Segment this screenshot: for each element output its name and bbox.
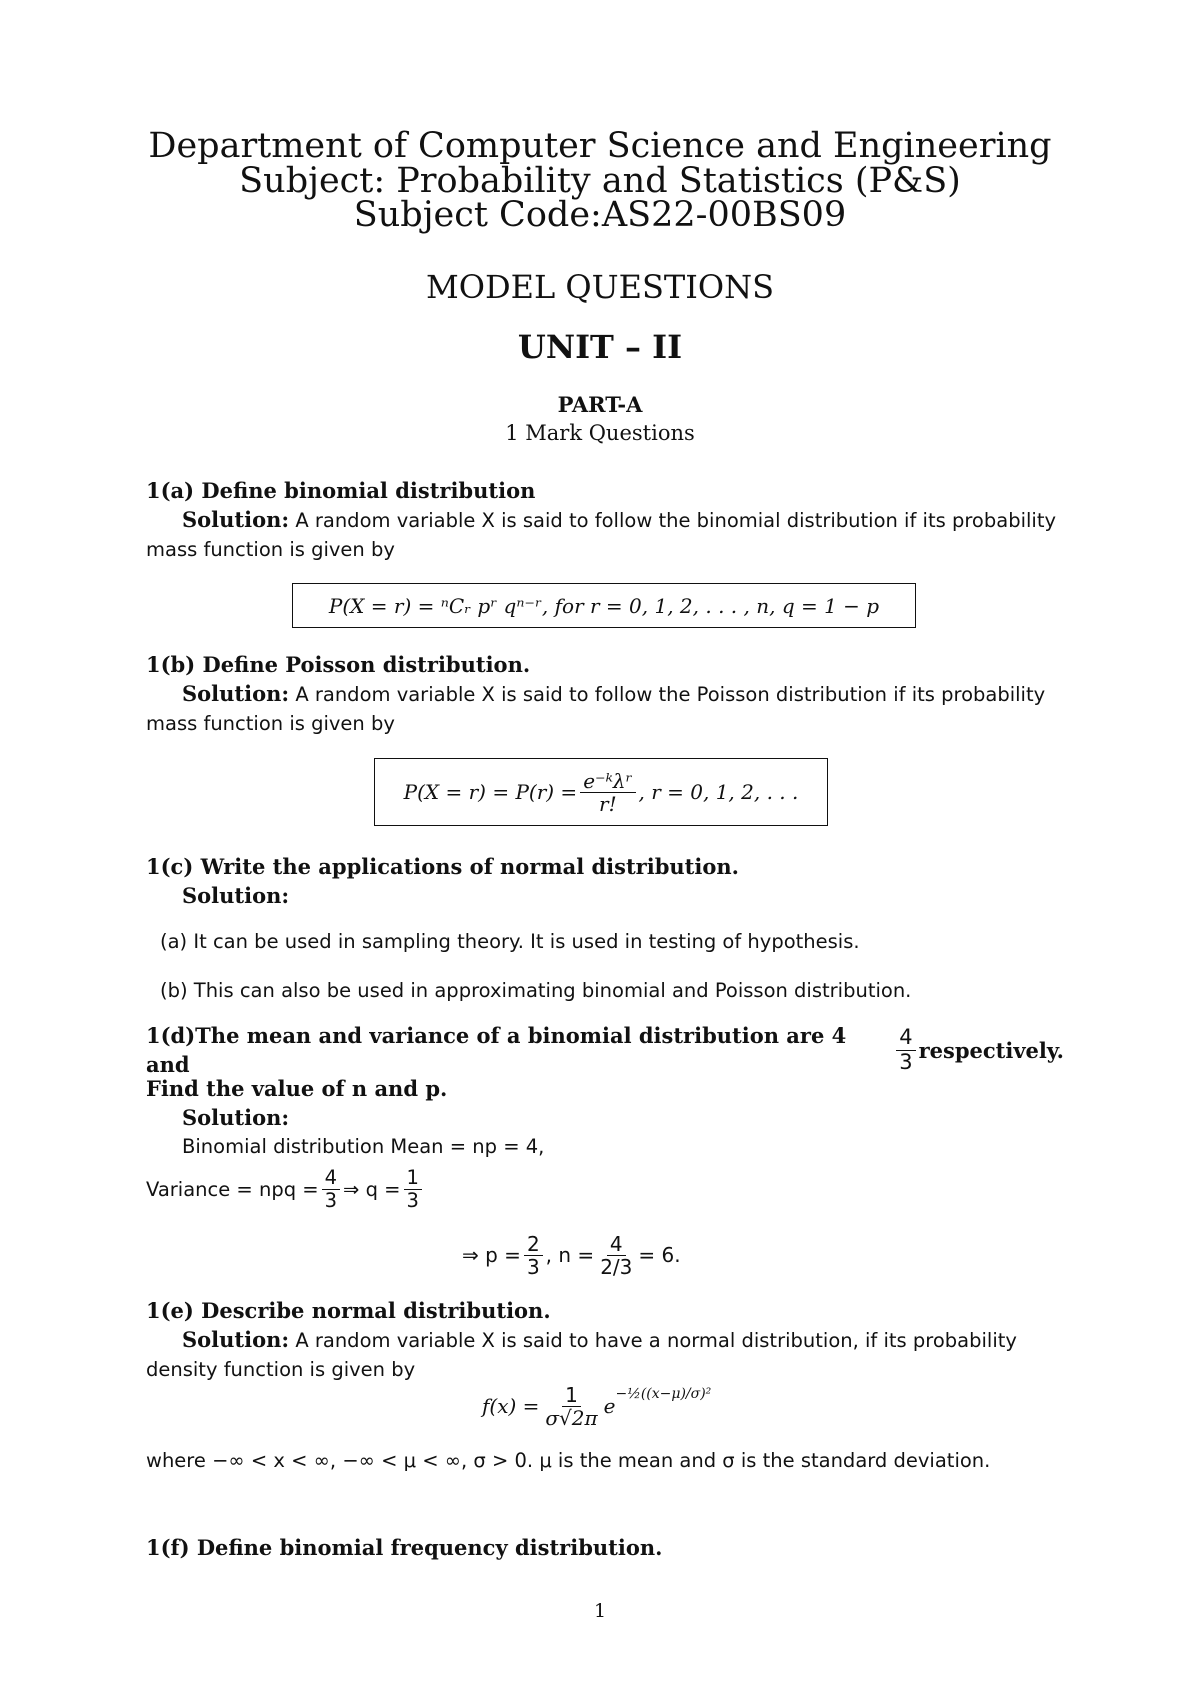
question-1b-solution (146, 679, 1064, 738)
solution-label: Solution: (182, 1105, 290, 1130)
fraction-denominator: 3 (324, 1188, 338, 1212)
question-1d-title (146, 1023, 1064, 1077)
n-fraction (597, 1233, 635, 1278)
q-fraction (404, 1167, 422, 1211)
question-1e-title: 1(e) Describe normal distribution. (146, 1298, 551, 1323)
subject-title: Subject: Probability and Statistics (P&S) (239, 161, 961, 201)
part-heading: PART-A (557, 392, 643, 417)
p-lhs: ⇒ p = (462, 1243, 521, 1267)
fraction-denominator: 3 (406, 1188, 419, 1212)
solution-text: A random variable X is said to follow the binomial distribution if its probability mass function is given by (146, 509, 1057, 561)
question-1c-title: 1(c) Write the applications of normal distribution. (146, 854, 739, 879)
unit-heading: UNIT – II (517, 328, 683, 366)
question-1e (146, 1296, 1064, 1384)
fraction-denominator: 3 (526, 1254, 540, 1279)
p-n-result (462, 1226, 681, 1284)
poisson-lhs: P(X = r) = P(r) = (403, 780, 578, 804)
p-fraction (524, 1233, 543, 1278)
n-rhs: = 6. (638, 1243, 681, 1267)
question-1b (146, 650, 1064, 738)
fraction-numerator: 4 (896, 1026, 915, 1050)
fraction-numerator: 4 (322, 1167, 340, 1189)
poisson-numerator: e⁻ᵏλʳ (580, 770, 635, 793)
department-title: Department of Computer Science and Engineering (148, 126, 1052, 166)
poisson-formula-box (374, 758, 828, 826)
fraction-denominator: 3 (899, 1049, 913, 1074)
question-1b-title: 1(b) Define Poisson distribution. (146, 652, 531, 677)
fraction-denominator: 2/3 (600, 1254, 633, 1279)
application-item-b: (b) This can also be used in approximating binomial and Poisson distribution. (160, 979, 912, 1002)
question-1a (146, 476, 1064, 564)
variance-mid: ⇒ q = (343, 1177, 401, 1201)
n-lhs: , n = (545, 1243, 595, 1267)
solution-text: A random variable X is said to have a normal distribution, if its probability density function is given by (146, 1329, 1017, 1381)
solution-label: Solution: (182, 507, 290, 532)
page-number: 1 (593, 1600, 607, 1622)
pdf-exponent: −½((x−μ)/σ)² (615, 1386, 712, 1402)
fraction-numerator: 1 (562, 1384, 581, 1407)
poisson-rhs: , r = 0, 1, 2, . . . (638, 780, 799, 804)
subject-code: Subject Code:AS22-00BS09 (353, 195, 847, 235)
poisson-fraction (580, 770, 635, 815)
model-questions-heading: MODEL QUESTIONS (425, 268, 775, 306)
fraction-numerator: 1 (404, 1167, 422, 1189)
fraction-denominator: σ√2π (545, 1405, 598, 1430)
fraction-numerator: 2 (524, 1233, 543, 1256)
question-1d (146, 1023, 1064, 1217)
application-item-a: (a) It can be used in sampling theory. It is used in testing of hypothesis. (160, 930, 860, 953)
variance-lhs: Variance = npq = (146, 1177, 319, 1201)
normal-pdf-formula (482, 1376, 711, 1436)
fraction-numerator: 4 (607, 1233, 626, 1256)
solution-label: Solution: (182, 883, 290, 908)
solution-label: Solution: (182, 681, 290, 706)
question-1f (146, 1533, 1064, 1562)
question-1d-title-post: respectively. (918, 1037, 1064, 1063)
question-1f-title: 1(f) Define binomial frequency distribution. (146, 1535, 663, 1560)
marks-heading: 1 Mark Questions (505, 421, 695, 445)
question-1d-title-line2: Find the value of n and p. (146, 1076, 448, 1101)
question-1c (146, 852, 1064, 910)
pdf-exponential: e (603, 1394, 616, 1418)
pdf-fraction (542, 1384, 600, 1429)
question-1d-title-pre: 1(d)The mean and variance of a binomial distribution are 4 and (146, 1023, 847, 1077)
question-1d-fraction (896, 1026, 915, 1073)
variance-fraction (322, 1167, 340, 1211)
pdf-lhs: f(x) = (482, 1394, 540, 1418)
variance-line (146, 1161, 1064, 1217)
solution-text: A random variable X is said to follow the Poisson distribution if its probability mass function is given by (146, 683, 1046, 735)
mean-line: Binomial distribution Mean = np = 4, (182, 1135, 545, 1158)
binomial-formula-box (292, 583, 916, 628)
poisson-denominator: r! (599, 791, 617, 816)
normal-where-text: where −∞ < x < ∞, −∞ < μ < ∞, σ > 0. μ is the mean and σ is the standard deviation. (146, 1449, 991, 1472)
binomial-formula: P(X = r) = ⁿCᵣ pʳ qⁿ⁻ʳ, for r = 0, 1, 2, . . . , n, q = 1 − p (328, 593, 880, 618)
question-1a-title: 1(a) Define binomial distribution (146, 478, 536, 503)
solution-label: Solution: (182, 1327, 290, 1352)
question-1a-solution (146, 505, 1064, 564)
